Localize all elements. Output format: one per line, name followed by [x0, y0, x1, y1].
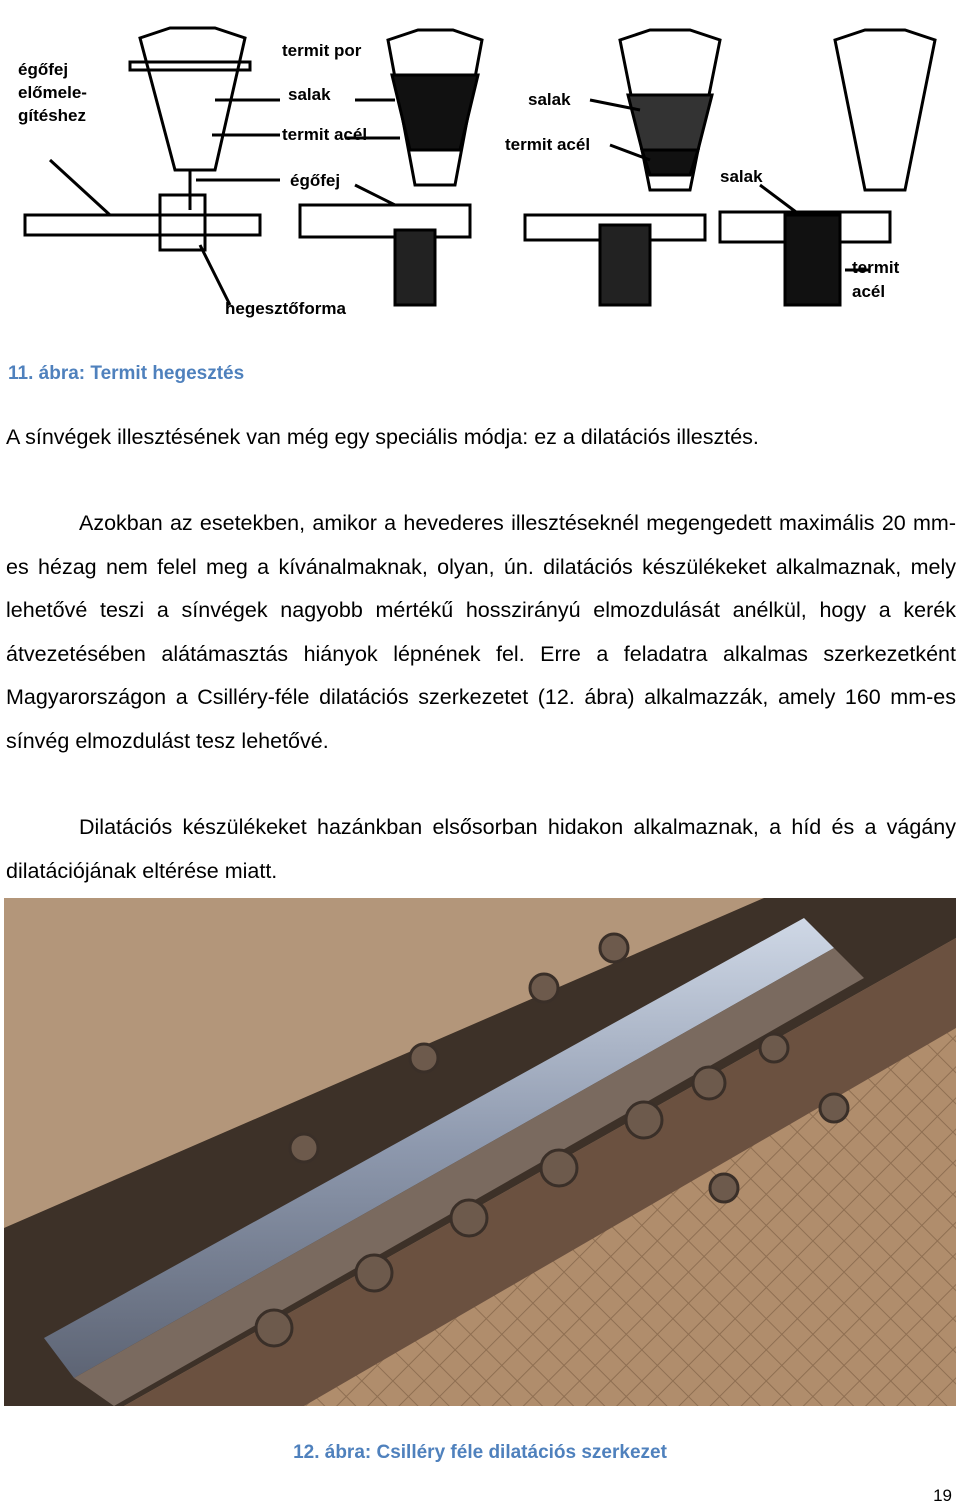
bolt [451, 1200, 487, 1236]
bolt [356, 1255, 392, 1291]
paragraph-dilatation: Azokban az esetekben, amikor a hevederes illesztéseknél megengedett maximális 20 mm-es hézag nem felel meg a kívánalmaknak, olyan, ún. dilatációs készülékeket alkalmaznak, mely lehetővé teszi a sínvégek nagyobb mértékű hosszirányú elmozdulását anélkül, hogy a kerék átvezetésében alátámasztás hiányok lépnének fel. Erre a feladatra alkalmas szerkezetként Magyarországon a Csilléry-féle dilatációs szerkezetet (12. ábra) alkalmazzák, amely 160 mm-es sínvég elmozdulást tesz lehetővé. [6, 511, 956, 753]
bolt [410, 1044, 438, 1072]
termit-welding-diagram [0, 0, 960, 330]
label-egofej-elomelegiteshez-1: égőfej [18, 60, 69, 79]
bolt [710, 1174, 738, 1202]
label-termit-acel-3a: termit [852, 258, 900, 277]
label-egofej-elomelegiteshez-2: előmele- [18, 83, 87, 102]
paragraph-bridges: Dilatációs készülékeket hazánkban elsősorban hidakon alkalmaznak, a híd és a vágány dilatációjának eltérése miatt. [6, 815, 956, 883]
bolt [541, 1150, 577, 1186]
label-salak-1: salak [288, 85, 331, 104]
bolt [693, 1067, 725, 1099]
label-termit-acel-1: termit acél [282, 125, 368, 144]
label-termit-acel-3b: acél [852, 282, 886, 301]
csillery-expansion-joint-photo [4, 898, 956, 1406]
bolt [600, 934, 628, 962]
label-hegesztoforma: hegesztőforma [225, 299, 346, 318]
figure-11-caption: 11. ábra: Termit hegesztés [8, 363, 245, 384]
paragraph-intro: A sínvégek illesztésének van még egy speciális módja: ez a dilatációs illesztés. [6, 425, 759, 449]
label-egofej-elomelegiteshez-3: gítéshez [18, 106, 87, 125]
label-termit-por: termit por [282, 41, 362, 60]
bolt [530, 974, 558, 1002]
bolt [290, 1134, 318, 1162]
crucible-4 [835, 30, 935, 190]
label-egofej: égőfej [290, 171, 341, 190]
bolt [256, 1310, 292, 1346]
figure-12-caption: 12. ábra: Csilléry féle dilatációs szerkezet [293, 1442, 667, 1463]
page-number: 19 [933, 1486, 952, 1505]
rail-1 [25, 215, 260, 235]
bolt [760, 1034, 788, 1062]
bolt [820, 1094, 848, 1122]
bolt [626, 1102, 662, 1138]
label-salak-3: salak [720, 167, 763, 186]
label-termit-acel-2: termit acél [505, 135, 591, 154]
label-salak-2: salak [528, 90, 571, 109]
